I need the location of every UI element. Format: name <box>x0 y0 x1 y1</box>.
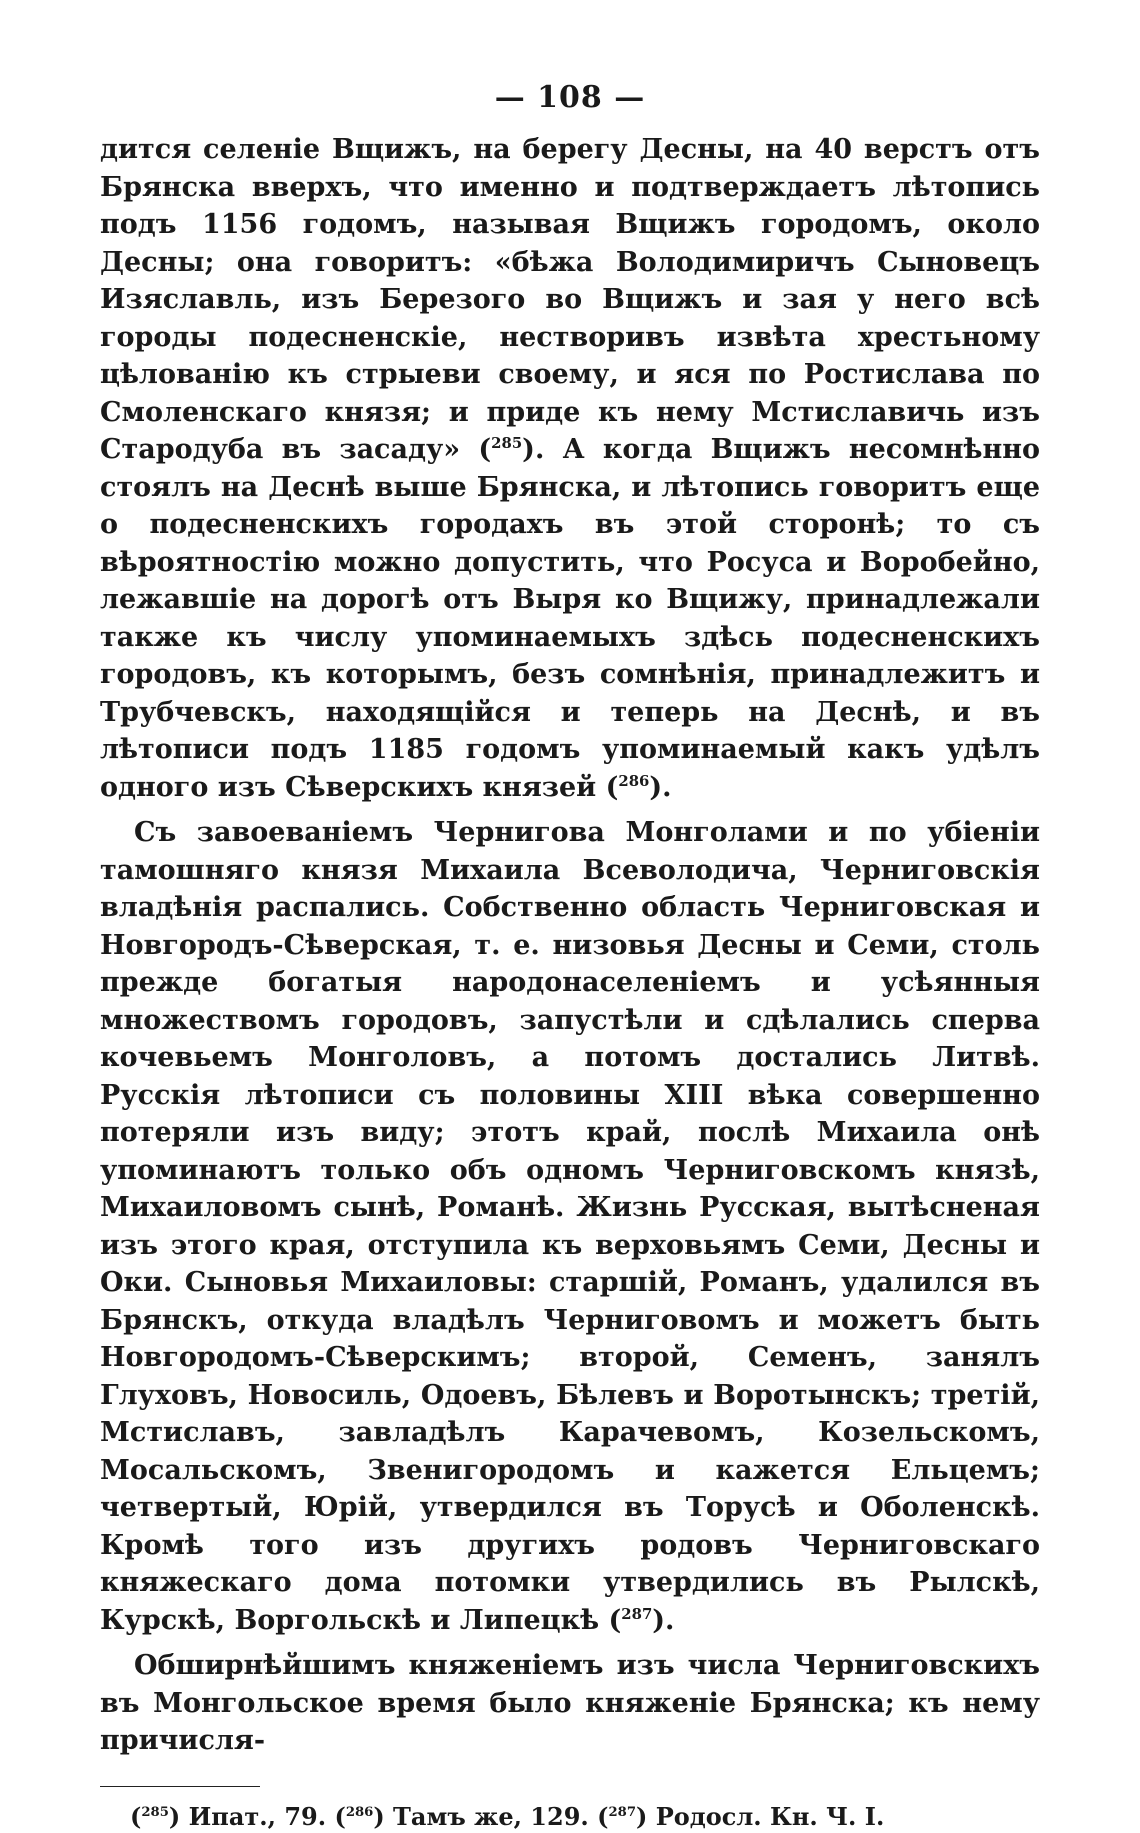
footnotes: ($^{285}$) Ипат., 79. ($^{286}$) Тамъ же, 129. ($^{287}$) Родосл. Кн. Ч. І. <box>130 1801 885 1831</box>
footnote-ref-287: 287 <box>621 1604 653 1623</box>
footnote-number-285: 285 <box>141 1804 169 1820</box>
book-page <box>100 80 1040 1833</box>
paragraph-1-text-cont: ). А когда Вщижъ несомнѣнно стоялъ на Деснѣ выше Брянска, и лѣтопись говоритъ еще о подесненскихъ городахъ въ этой сторонѣ; то съ вѣроятностію можно допустить, что Росуса и Воробейно, лежавшіе на дорогѣ отъ Выря ко Вщижу, принадлежали также къ числу упоминаемыхъ здѣсь подесненскихъ городовъ, къ которымъ, безъ сомнѣнія, принадлежитъ и Трубчевскъ, находящійся и теперь на Деснѣ, и въ лѣтописи подъ 1185 годомъ упоминаемый какъ удѣлъ одного изъ Сѣверскихъ князей ( <box>100 434 1040 803</box>
paragraph-1-text-end: ). <box>649 771 672 803</box>
footnote-285-text: Ипат., 79. <box>180 1801 335 1831</box>
body-text <box>100 131 1040 1760</box>
paragraph-3 <box>100 1647 1040 1760</box>
paragraph-1-text: дится селеніе Вщижъ, на берегу Десны, на 40 верстъ отъ Брянска вверхъ, что именно и подтверждаетъ лѣтопись подъ 1156 годомъ, называя Вщижъ городомъ, около Десны; она говоритъ: «бѣжа Володимиричъ Сыновецъ Изяславль, изъ Березого во Вщижъ и зая у него всѣ городы подесненскіе, нестворивъ извѣта хрестьному цѣлованію къ стрыеви своему, и яся по Ростислава по Смоленскаго князя; и приде къ нему Мстиславичь изъ Стародуба въ засаду» ( <box>100 134 1040 465</box>
paragraph-3-text: Обширнѣйшимъ княженіемъ изъ числа Черниговскихъ въ Монгольское время было княженіе Брянска; къ нему причисля- <box>100 1650 1040 1756</box>
footnote-divider <box>100 1786 260 1787</box>
paragraph-2-text: Съ завоеваніемъ Чернигова Монголами и по убіеніи тамошняго князя Михаила Всеволодича, Черниговскія владѣнія распались. Собственно область Черниговская и Новгородъ-Сѣверская, т. е. низовья Десны и Семи, столь прежде богатыя народонаселеніемъ и усѣянныя множествомъ городовъ, запустѣли и сдѣлались сперва кочевьемъ Монголовъ, а потомъ достались Литвѣ. Русскія лѣтописи съ половины XIII вѣка совершенно потеряли изъ виду; этотъ край, послѣ Михаила онѣ упоминаютъ только объ одномъ Черниговскомъ князѣ, Михаиловомъ сынѣ, Романѣ. Жизнь Русская, вытѣсненая изъ этого края, отступила къ верховьямъ Семи, Десны и Оки. Сыновья Михаиловы: старшій, Романъ, удалился въ Брянскъ, откуда владѣлъ Черниговомъ и можетъ быть Новгородомъ-Сѣверскимъ; второй, Семенъ, занялъ Глуховъ, Новосиль, Одоевъ, Бѣлевъ и Воротынскъ; третій, Мстиславъ, завладѣлъ Карачевомъ, Козельскомъ, Мосальскомъ, Звенигородомъ и кажется Ельцемъ; четвертый, Юрій, утвердился въ Торусѣ и Оболенскѣ. Кромѣ того изъ другихъ родовъ Черниговскаго княжескаго дома потомки утвердились въ Рылскѣ, Курскѣ, Воргольскѣ и Липецкѣ ( <box>100 817 1040 1636</box>
footnote-number-287: 287 <box>608 1804 636 1820</box>
paragraph-2-text-end: ). <box>652 1604 675 1636</box>
paragraph-1 <box>100 131 1040 806</box>
footnote-286-text: Тамъ же, 129. <box>384 1801 598 1831</box>
footnote-287-text: Родосл. Кн. Ч. І. <box>647 1801 885 1831</box>
footnote-ref-285: 285 <box>491 434 523 452</box>
footnote-ref-286: 286 <box>618 771 650 790</box>
footnote-number-286: 286 <box>345 1804 374 1820</box>
paragraph-2 <box>100 814 1040 1639</box>
page-number: — 108 — <box>494 80 646 115</box>
